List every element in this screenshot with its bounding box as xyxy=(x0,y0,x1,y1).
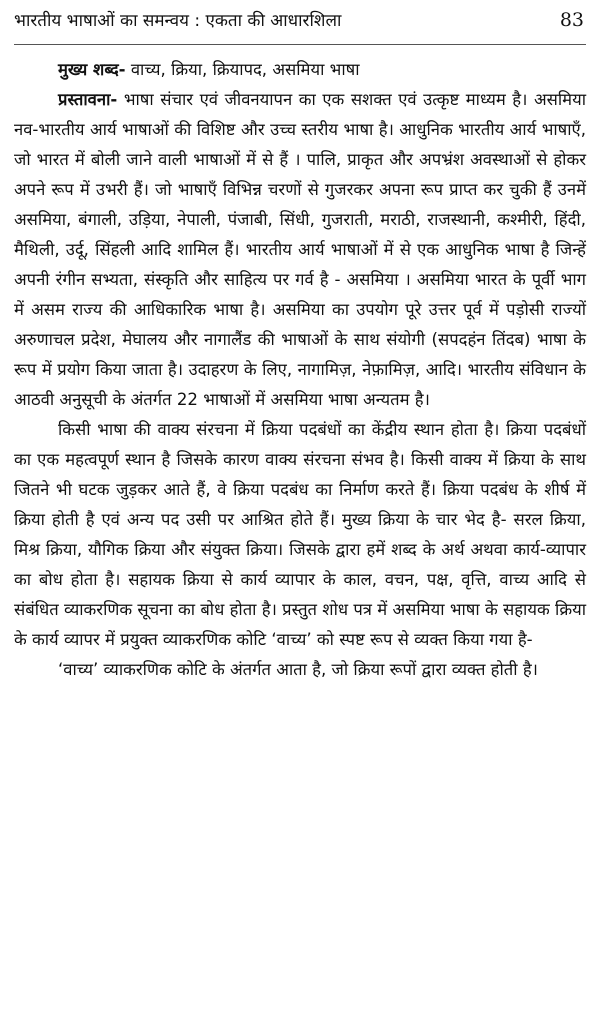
keywords-paragraph xyxy=(14,55,586,85)
page-number: 83 xyxy=(559,9,584,31)
article-body xyxy=(14,55,586,685)
keywords-text: वाच्य, क्रिया, क्रियापद, असमिया भाषा xyxy=(125,60,360,79)
intro-paragraph xyxy=(14,85,586,415)
body-paragraph-2: किसी भाषा की वाक्य संरचना में क्रिया पदबंधों का केंद्रीय स्थान होता है। क्रिया पदबंधों का एक महत्वपूर्ण स्थान है जिसके कारण वाक्य संरचना संभव है। किसी वाक्य में क्रिया के साथ जितने भी घटक जुड़कर आते हैं, वे क्रिया पदबंध का निर्माण करते हैं। क्रिया पदबंध के शीर्ष में क्रिया होती है एवं अन्य पद उसी पर आश्रित होते हैं। मुख्य क्रिया के चार भेद है- सरल क्रिया, मिश्र क्रिया, यौगिक क्रिया और संयुक्त क्रिया। जिसके द्वारा हमें शब्द के अर्थ अथवा कार्य-व्यापार का बोध होता है। सहायक क्रिया से कार्य व्यापार के काल, वचन, पक्ष, वृत्ति, वाच्य आदि से संबंधित व्याकरणिक सूचना का बोध होता है। प्रस्तुत शोध पत्र में असमिया भाषा के सहायक क्रिया के कार्य व्यापर में प्रयुक्त व्याकरणिक कोटि ‘वाच्य’ को स्पष्ट रूप से व्यक्त किया गया है- xyxy=(14,420,586,649)
intro-text: भाषा संचार एवं जीवनयापन का एक सशक्त एवं उत्कृष्ट माध्यम है। असमिया नव-भारतीय आर्य भाषाओं की विशिष्ट और उच्च स्तरीय भाषा है। आधुनिक भारतीय आर्य भाषाएँ, जो भारत में बोली जाने वाली भाषाओं में से हैं । पालि, प्राकृत और अपभ्रंश अवस्थाओं से होकर अपने रूप में उभरी हैं। जो भाषाएँ विभिन्न चरणों से गुजरकर अपना रूप प्राप्त कर चुकी हैं उनमें असमिया, बंगाली, उड़िया, नेपाली, पंजाबी, सिंधी, गुजराती, मराठी, राजस्थानी, कश्मीरी, हिंदी, मैथिली, उर्दू, सिंहली आदि शामिल हैं। भारतीय आर्य भाषाओं में से एक आधुनिक भाषा है जिन्हें अपनी रंगीन सभ्यता, संस्कृति और साहित्य पर गर्व है - असमिया । असमिया भारत के पूर्वी भाग में असम राज्य की आधिकारिक भाषा है। असमिया का उपयोग पूरे उत्तर पूर्व में पड़ोसी राज्यों अरुणाचल प्रदेश, मेघालय और नागालैंड की भाषाओं के साथ संयोगी (सपदहंन तिंदब) भाषा के रूप में प्रयोग किया जाता है। उदाहरण के लिए, नागामिज़, नेफ़ामिज़, आदि। भारतीय संविधान के आठवी अनुसूची के अंतर्गत 22 भाषाओं में असमिया भाषा अन्यतम है। xyxy=(14,90,586,409)
intro-label: प्रस्तावना- xyxy=(58,90,118,109)
header-divider xyxy=(14,44,586,45)
running-header xyxy=(14,8,586,38)
running-title: भारतीय भाषाओं का समन्वय : एकता की आधारशिला xyxy=(14,11,342,31)
body-paragraph-3: ‘वाच्य’ व्याकरणिक कोटि के अंतर्गत आता है, जो क्रिया रूपों द्वारा व्यक्त होती है। xyxy=(58,660,538,679)
keywords-label: मुख्य शब्द- xyxy=(58,60,126,79)
